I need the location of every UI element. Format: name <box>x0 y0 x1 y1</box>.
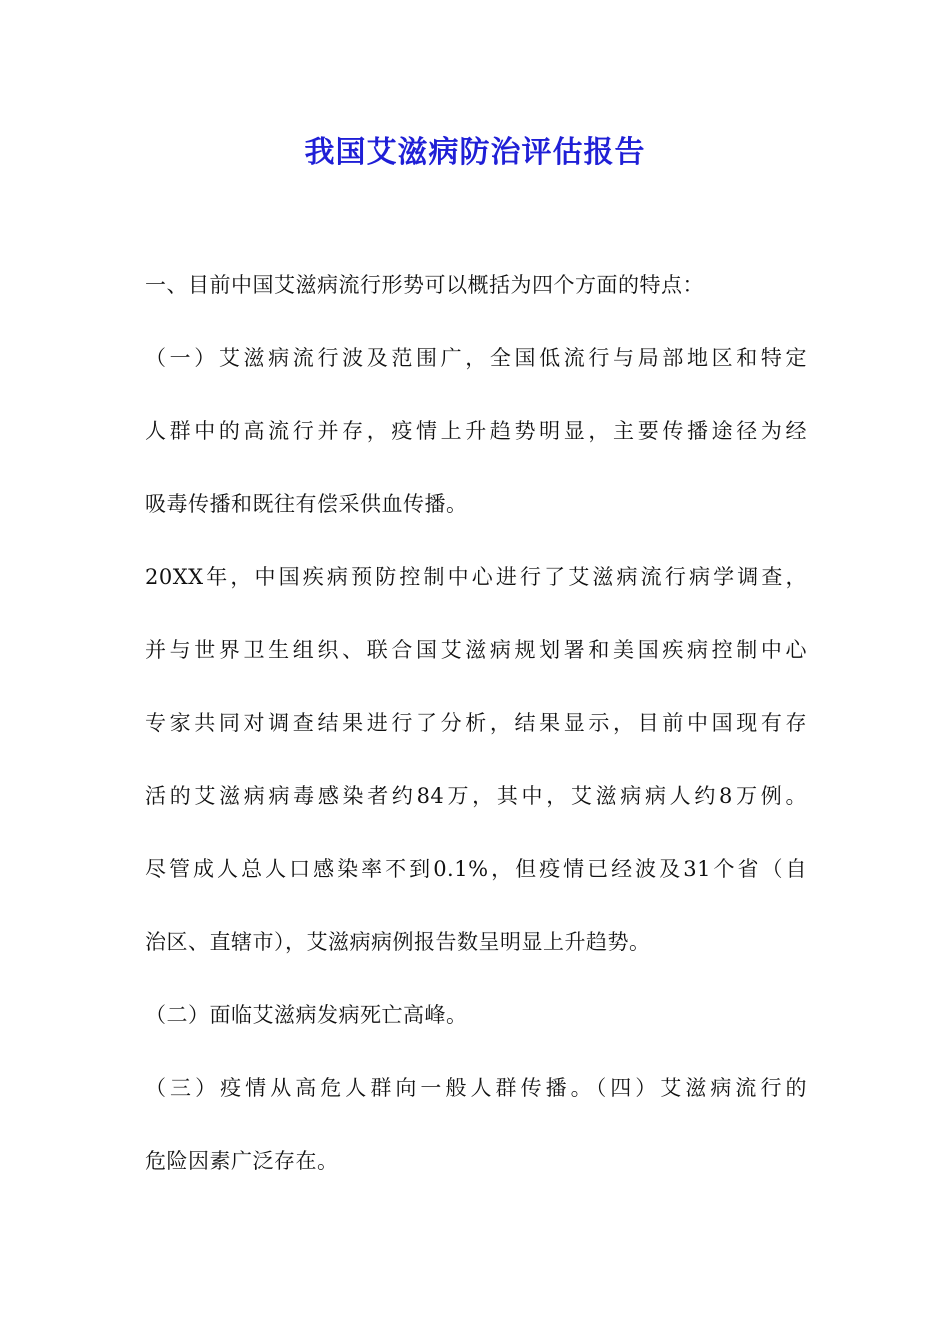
document-title: 我国艾滋病防治评估报告 <box>304 135 646 170</box>
body-line-6: 并与世界卫生组织、联合国艾滋病规划署和美国疾病控制中心 <box>145 638 807 662</box>
body-line-5: 20XX年，中国疾病预防控制中心进行了艾滋病流行病学调查， <box>145 565 807 589</box>
body-line-12: （三）疫情从高危人群向一般人群传播。（四）艾滋病流行的 <box>145 1076 807 1100</box>
body-line-3: 人群中的高流行并存，疫情上升趋势明显，主要传播途径为经 <box>145 419 807 443</box>
body-line-10: 治区、直辖市），艾滋病病例报告数呈明显上升趋势。 <box>145 930 651 954</box>
body-line-11: （二）面临艾滋病发病死亡高峰。 <box>145 1003 468 1027</box>
body-line-2: （一）艾滋病流行波及范围广，全国低流行与局部地区和特定 <box>145 346 807 370</box>
document-body <box>145 265 807 1214</box>
body-line-1: 一、目前中国艾滋病流行形势可以概括为四个方面的特点： <box>145 273 704 297</box>
body-line-7: 专家共同对调查结果进行了分析，结果显示，目前中国现有存 <box>145 711 807 735</box>
body-line-8: 活的艾滋病病毒感染者约84万，其中，艾滋病病人约8万例。 <box>145 784 807 808</box>
body-line-13: 危险因素广泛存在。 <box>145 1149 339 1173</box>
body-line-4: 吸毒传播和既往有偿采供血传播。 <box>145 492 468 516</box>
body-line-9: 尽管成人总人口感染率不到0.1%，但疫情已经波及31个省（自 <box>145 857 807 881</box>
